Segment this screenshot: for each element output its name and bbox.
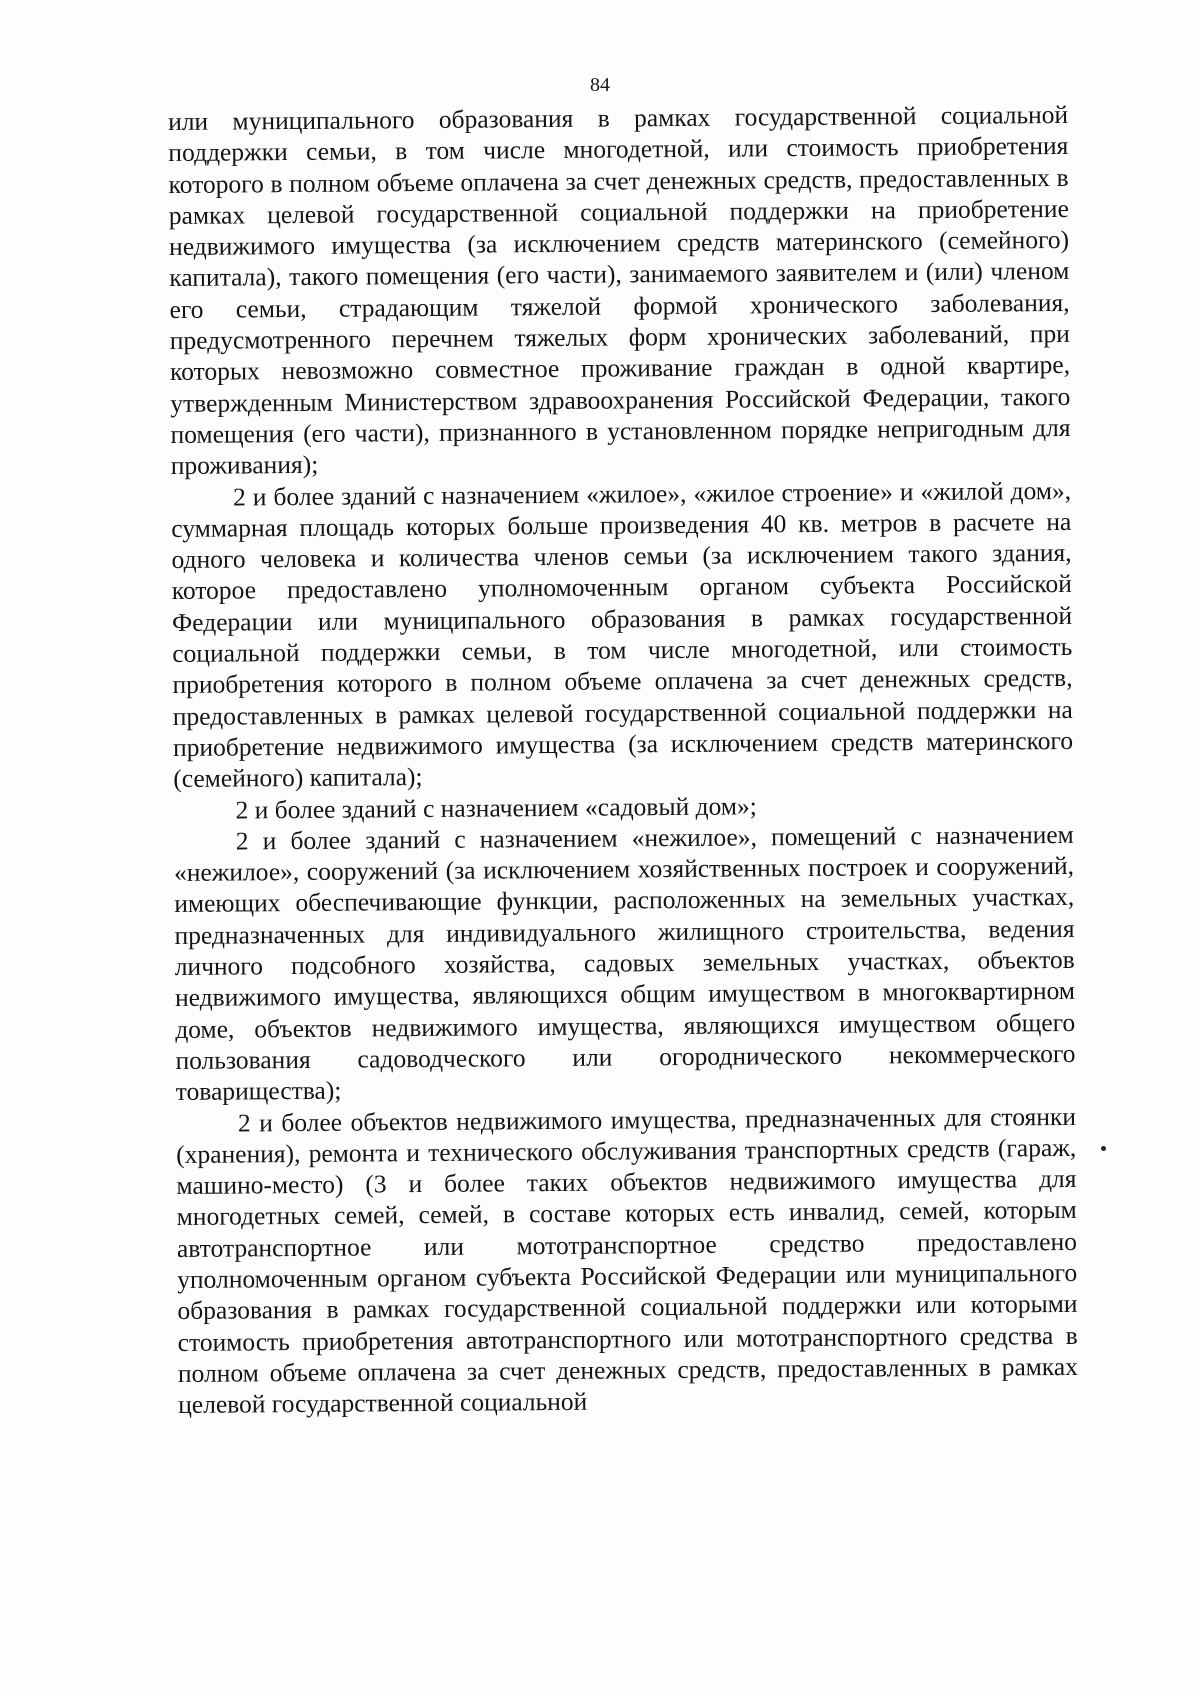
paragraph-residential-buildings: 2 и более зданий с назначением «жилое», «жилое строение» и «жилой дом», суммарная площадь которых больше произведения 40 кв. метров в расчете на одного человека и количества членов семьи (за исключением такого здания, которое предоставлено уполномоченным органом субъекта Российской Федерации или муниципального образования в рамках государственной социальной поддержки семьи, в том числе многодетной, или стоимость приобретения которого в полном объеме оплачена за счет денежных средств, предоставленных в рамках целевой государственной социальной поддержки на приобретение недвижимого имущества (за исключением средств материнского (семейного) капитала); <box>171 475 1074 794</box>
paragraph-garages: 2 и более объектов недвижимого имущества, предназначенных для стоянки (хранения), ремонта и технического обслуживания транспортных средств (гараж, машино-место) (3 и более таких объектов недвижимого имущества для многодетных семей, семей, в составе которых есть инвалид, семей, которым автотранспортное или мототранспортное средство предоставлено уполномоченным органом субъекта Российской Федерации или муниципального образования в рамках государственной социальной поддержки или которыми стоимость приобретения автотранспортного или мототранспортного средства в полном объеме оплачена за счет денежных средств, предоставленных в рамках целевой государственной социальной <box>176 1101 1079 1420</box>
paragraph-non-residential: 2 и более зданий с назначением «нежилое», помещений с назначением «нежилое», сооружений (за исключением хозяйственных построек и сооружений, имеющих обеспечивающие функции, расположенных на земельных участках, предназначенных для индивидуального жилищного строительства, ведения личного подсобного хозяйства, садовых земельных участках, объектов недвижимого имущества, являющихся общим имуществом в многоквартирном доме, объектов недвижимого имущества, являющихся имуществом общего пользования садоводческого или огороднического некоммерческого товарищества); <box>173 819 1076 1107</box>
paragraph-continuation: или муниципального образования в рамках государственной социальной поддержки семьи, в том числе многодетной, или стоимость приобретения которого в полном объеме оплачена за счет денежных средств, предоставленных в рамках целевой государственной социальной поддержки на приобретение недвижимого имущества (за исключением средств материнского (семейного) капитала), такого помещения (его части), занимаемого заявителем и (или) членом его семьи, страдающим тяжелой формой хронического заболевания, предусмотренного перечнем тяжелых форм хронических заболеваний, при которых невозможно совместное проживание граждан в одной квартире, утвержденным Министерством здравоохранения Российской Федерации, такого помещения (его части), признанного в установленном порядке непригодным для проживания); <box>168 99 1071 481</box>
page-number: 84 <box>590 74 610 96</box>
document-body <box>168 99 1078 1420</box>
scan-speck <box>1101 1146 1106 1151</box>
paragraph-garden-house: 2 и более зданий с назначением «садовый дом»; <box>235 790 757 825</box>
